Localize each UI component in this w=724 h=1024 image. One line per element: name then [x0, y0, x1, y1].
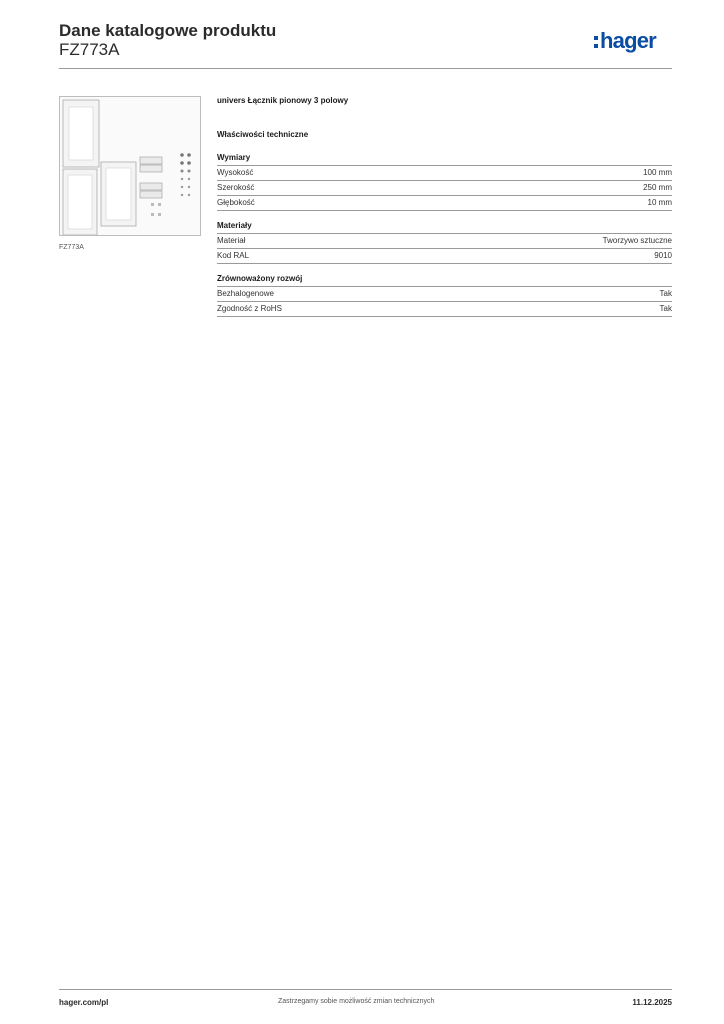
table-row: [217, 249, 672, 264]
row-label: Wysokość: [217, 168, 254, 177]
product-image: [59, 96, 201, 236]
footer-website-link[interactable]: hager.com/pl: [59, 998, 109, 1007]
row-value: 250 mm: [643, 183, 672, 192]
page-title: Dane katalogowe produktu: [59, 21, 277, 40]
section-sustainability: [217, 272, 672, 317]
header-divider: [59, 68, 672, 69]
svg-text:hager: hager: [600, 28, 656, 53]
footer-divider: [59, 989, 672, 990]
row-value: 9010: [654, 251, 672, 260]
row-label: Szerokość: [217, 183, 255, 192]
footer-date: 11.12.2025: [632, 998, 672, 1007]
row-value: Tworzywo sztuczne: [602, 236, 672, 245]
row-value: Tak: [659, 289, 672, 298]
section-title: Materiały: [217, 219, 672, 234]
product-description: univers Łącznik pionowy 3 polowy: [217, 96, 349, 105]
table-row: [217, 166, 672, 181]
technical-properties-heading: Właściwości techniczne: [217, 130, 309, 139]
table-row: [217, 287, 672, 302]
row-value: 10 mm: [647, 198, 672, 207]
hager-logo: [593, 26, 675, 56]
row-label: Kod RAL: [217, 251, 250, 260]
row-value: 100 mm: [643, 168, 672, 177]
footer-disclaimer: Zastrzegamy sobie możliwość zmian technicznych: [278, 998, 435, 1005]
table-row: [217, 196, 672, 211]
section-materials: [217, 219, 672, 264]
row-label: Zgodność z RoHS: [217, 304, 282, 313]
table-row: [217, 234, 672, 249]
row-label: Materiał: [217, 236, 246, 245]
row-label: Bezhalogenowe: [217, 289, 274, 298]
product-details: [217, 95, 672, 325]
section-title: Zrównoważony rozwój: [217, 272, 672, 287]
section-title: Wymiary: [217, 151, 672, 166]
product-code: FZ773A: [59, 40, 120, 59]
table-row: [217, 181, 672, 196]
table-row: [217, 302, 672, 317]
row-label: Głębokość: [217, 198, 255, 207]
row-value: Tak: [659, 304, 672, 313]
image-caption: FZ773A: [59, 244, 84, 251]
section-dimensions: [217, 151, 672, 211]
